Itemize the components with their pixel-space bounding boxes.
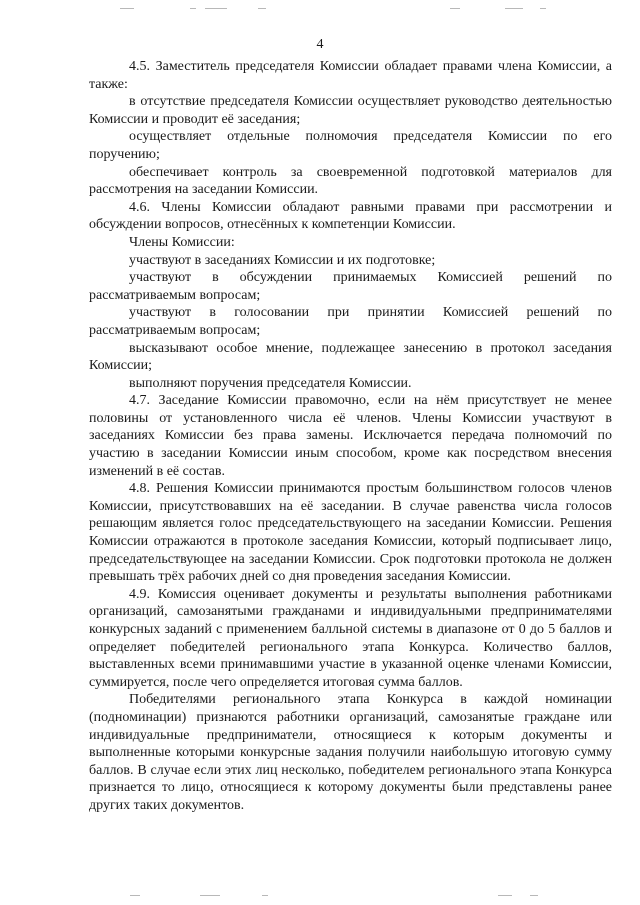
page-number: 4 [316, 37, 324, 52]
paragraph-4-9: 4.9. Комиссия оценивает документы и результаты выполнения работниками организаций, самозанятыми гражданами и индивидуальными предпринимателями конкурсных заданий с применением балльной системы в диапазоне от 0 до 5 баллов и определяет победителей регионального этапа Конкурса. Количество баллов, выставленных всеми принимавшими участие в указанной оценке членами Комиссии, суммируется, после чего определяется итоговая сумма баллов. [89, 586, 612, 690]
list-item: выполняют поручения председателя Комиссии. [129, 375, 412, 391]
list-item: участвуют в заседаниях Комиссии и их подготовке; [129, 252, 436, 268]
document-body [89, 58, 612, 815]
list-item: участвуют в обсуждении принимаемых Комиссией решений по рассматриваемым вопросам; [89, 270, 612, 303]
list-item: обеспечивает контроль за своевременной подготовкой материалов для рассмотрения на заседании Комиссии. [89, 164, 612, 198]
paragraph-4-5: 4.5. Заместитель председателя Комиссии обладает правами члена Комиссии, а также: [89, 59, 612, 92]
list-item: в отсутствие председателя Комиссии осуществляет руководство деятельностью Комиссии и проводит её заседания; [89, 94, 612, 127]
paragraph-members-heading: Члены Комиссии: [129, 234, 235, 250]
list-item: высказывают особое мнение, подлежащее занесению в протокол заседания Комиссии; [89, 340, 612, 374]
scan-artifact-top [0, 6, 640, 12]
scan-artifact-bottom [0, 893, 640, 899]
paragraph-4-8: 4.8. Решения Комиссии принимаются простым большинством голосов членов Комиссии, присутствовавших на её заседании. В случае равенства числа голосов решающим является голос председательствующего на заседании Комиссии. Решения Комиссии отражаются в протоколе заседания Комиссии, который подписывает лицо, председательствующее на заседании Комиссии. Срок подготовки протокола не должен превышать трёх рабочих дней со дня проведения заседания Комиссии. [89, 481, 612, 585]
paragraph-4-7: 4.7. Заседание Комиссии правомочно, если на нём присутствует не менее половины от установленного числа её членов. Члены Комиссии участвуют в заседаниях Комиссии без права замены. Исключается передача полномочий по участию в заседании Комиссии иным способом, кроме как посредством внесения изменений в её состав. [89, 393, 612, 479]
list-item: осуществляет отдельные полномочия председателя Комиссии по его поручению; [89, 129, 612, 162]
list-item: участвуют в голосовании при принятии Комиссией решений по рассматриваемым вопросам; [89, 305, 612, 338]
paragraph-4-6: 4.6. Члены Комиссии обладают равными правами при рассмотрении и обсуждении вопросов, отнесённых к компетенции Комиссии. [89, 199, 612, 233]
paragraph-winners: Победителями регионального этапа Конкурса в каждой номинации (подноминации) признаются работники организаций, самозанятые граждане или индивидуальные предприниматели, относящиеся к которым документы и выполненные которыми конкурсные задания получили наибольшую итоговую сумму баллов. В случае если этих лиц несколько, победителем регионального этапа Конкурса признается то лицо, относящиеся к которому документы были представлены ранее других таких документов. [89, 692, 612, 813]
